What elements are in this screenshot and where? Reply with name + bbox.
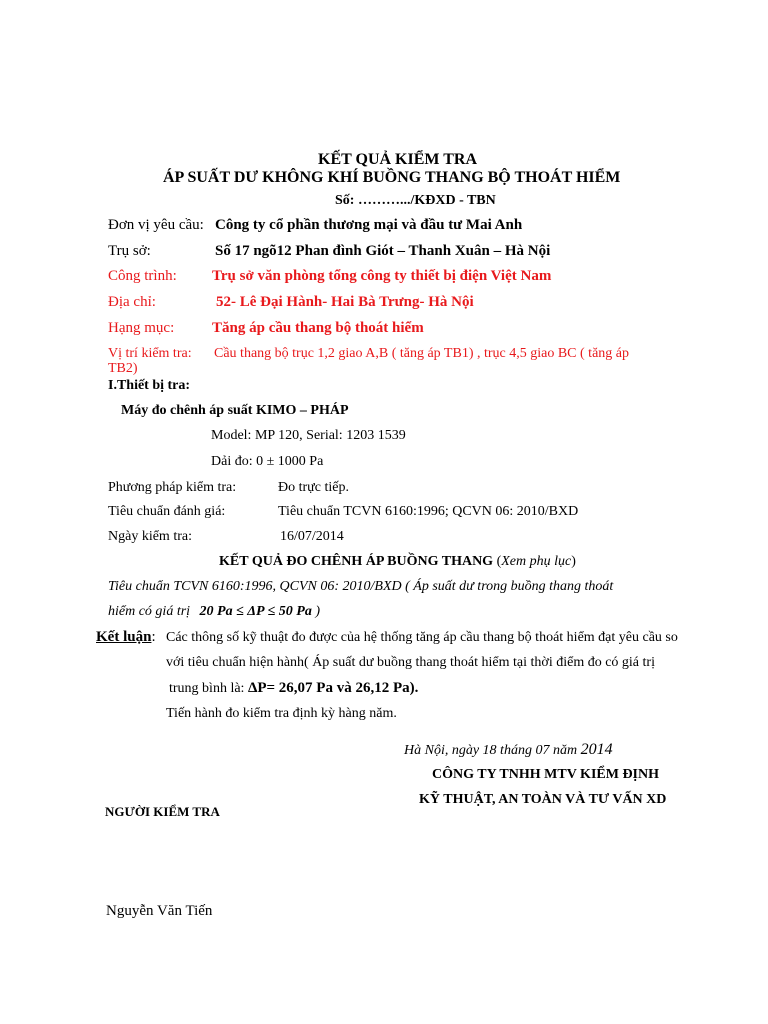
conclusion-line-4: Tiến hành đo kiểm tra định kỳ hàng năm. [166, 706, 397, 721]
requester-value: Công ty cổ phần thương mại và đầu tư Mai Anh [215, 217, 523, 233]
result-standard-range: 20 Pa ≤ ΔP ≤ 50 Pa [199, 604, 312, 619]
result-standard-line-1: Tiêu chuẩn TCVN 6160:1996, QCVN 06: 2010/BXD ( Áp suất dư trong buồng thang thoát [108, 579, 614, 594]
place-date-text: Hà Nội, ngày 18 tháng 07 năm [404, 743, 578, 758]
conclusion-line-3 [169, 680, 418, 697]
inspection-date-label: Ngày kiểm tra: [108, 529, 192, 544]
document-number [335, 193, 496, 209]
conclusion-average-label: trung bình là: [169, 681, 245, 696]
conclusion-line-2: với tiêu chuẩn hiện hành( Áp suất dư buồng thang thoát hiểm tại thời điểm đo có giá trị [166, 655, 655, 670]
result-standard-line-2 [108, 604, 320, 620]
result-heading-note-open: ( [496, 554, 502, 569]
location-value-line-2: TB2) [108, 361, 138, 376]
method-value: Đo trực tiếp. [278, 480, 349, 495]
device-name: Máy đo chênh áp suất KIMO – PHÁP [121, 403, 349, 418]
device-range: Dải đo: 0 ± 1000 Pa [211, 454, 324, 469]
company-line-2: KỸ THUẬT, AN TOÀN VÀ TƯ VẤN XD [419, 792, 667, 807]
company-line-1: CÔNG TY TNHH MTV KIỂM ĐỊNH [432, 767, 660, 782]
title-line-1: KẾT QUẢ KIỂM TRA [318, 151, 477, 168]
requester-label: Đơn vị yêu cầu: [108, 217, 204, 233]
equipment-heading: I.Thiết bị tra: [108, 378, 191, 393]
item-value: Tăng áp cầu thang bộ thoát hiểm [212, 320, 424, 336]
inspector-title: NGƯỜI KIỂM TRA [105, 804, 220, 819]
standard-label: Tiêu chuẩn đánh giá: [108, 504, 226, 519]
conclusion-label-text: Kết luận [96, 629, 152, 645]
result-heading [219, 554, 576, 570]
result-heading-note-close: ) [571, 554, 576, 569]
location-value-line-1: Cầu thang bộ trục 1,2 giao A,B ( tăng áp TB1) , trục 4,5 giao BC ( tăng áp [214, 346, 630, 361]
conclusion-label [96, 629, 156, 646]
inspection-date-value: 16/07/2014 [280, 529, 344, 544]
standard-value: Tiêu chuẩn TCVN 6160:1996; QCVN 06: 2010/BXD [278, 504, 579, 519]
head-office-label: Trụ sở: [108, 243, 151, 259]
place-and-date [404, 741, 613, 759]
inspector-name: Nguyễn Văn Tiến [106, 903, 213, 919]
result-standard-prefix: hiểm có giá trị [108, 604, 191, 619]
document-number-value: ……….../KĐXD - TBN [357, 193, 496, 208]
conclusion-colon: : [151, 629, 156, 645]
item-label: Hạng mục: [108, 320, 175, 336]
location-label: Vị trí kiểm tra: [108, 346, 192, 361]
signature-year: 2014 [580, 741, 613, 758]
result-heading-note: Xem phụ lục [501, 554, 572, 569]
method-label: Phương pháp kiểm tra: [108, 480, 237, 495]
device-model: Model: MP 120, Serial: 1203 1539 [211, 428, 406, 443]
conclusion-average-value: ΔP= 26,07 Pa và 26,12 Pa). [247, 680, 419, 696]
title-line-2: ÁP SUẤT DƯ KHÔNG KHÍ BUỒNG THANG BỘ THOÁT HIỂM [163, 169, 621, 186]
address-label: Địa chỉ: [108, 294, 156, 310]
result-heading-text: KẾT QUẢ ĐO CHÊNH ÁP BUỒNG THANG [219, 554, 494, 569]
address-value: 52- Lê Đại Hành- Hai Bà Trưng- Hà Nội [216, 294, 474, 310]
conclusion-line-1: Các thông số kỹ thuật đo được của hệ thống tăng áp cầu thang bộ thoát hiểm đạt yêu cầu so [166, 630, 678, 645]
document-number-label: Số: [335, 193, 355, 208]
result-standard-suffix: ) [315, 604, 320, 619]
project-value: Trụ sở văn phòng tổng công ty thiết bị điện Việt Nam [212, 268, 552, 284]
head-office-value: Số 17 ngõ12 Phan đình Giót – Thanh Xuân – Hà Nội [215, 243, 551, 259]
project-label: Công trình: [108, 268, 177, 284]
